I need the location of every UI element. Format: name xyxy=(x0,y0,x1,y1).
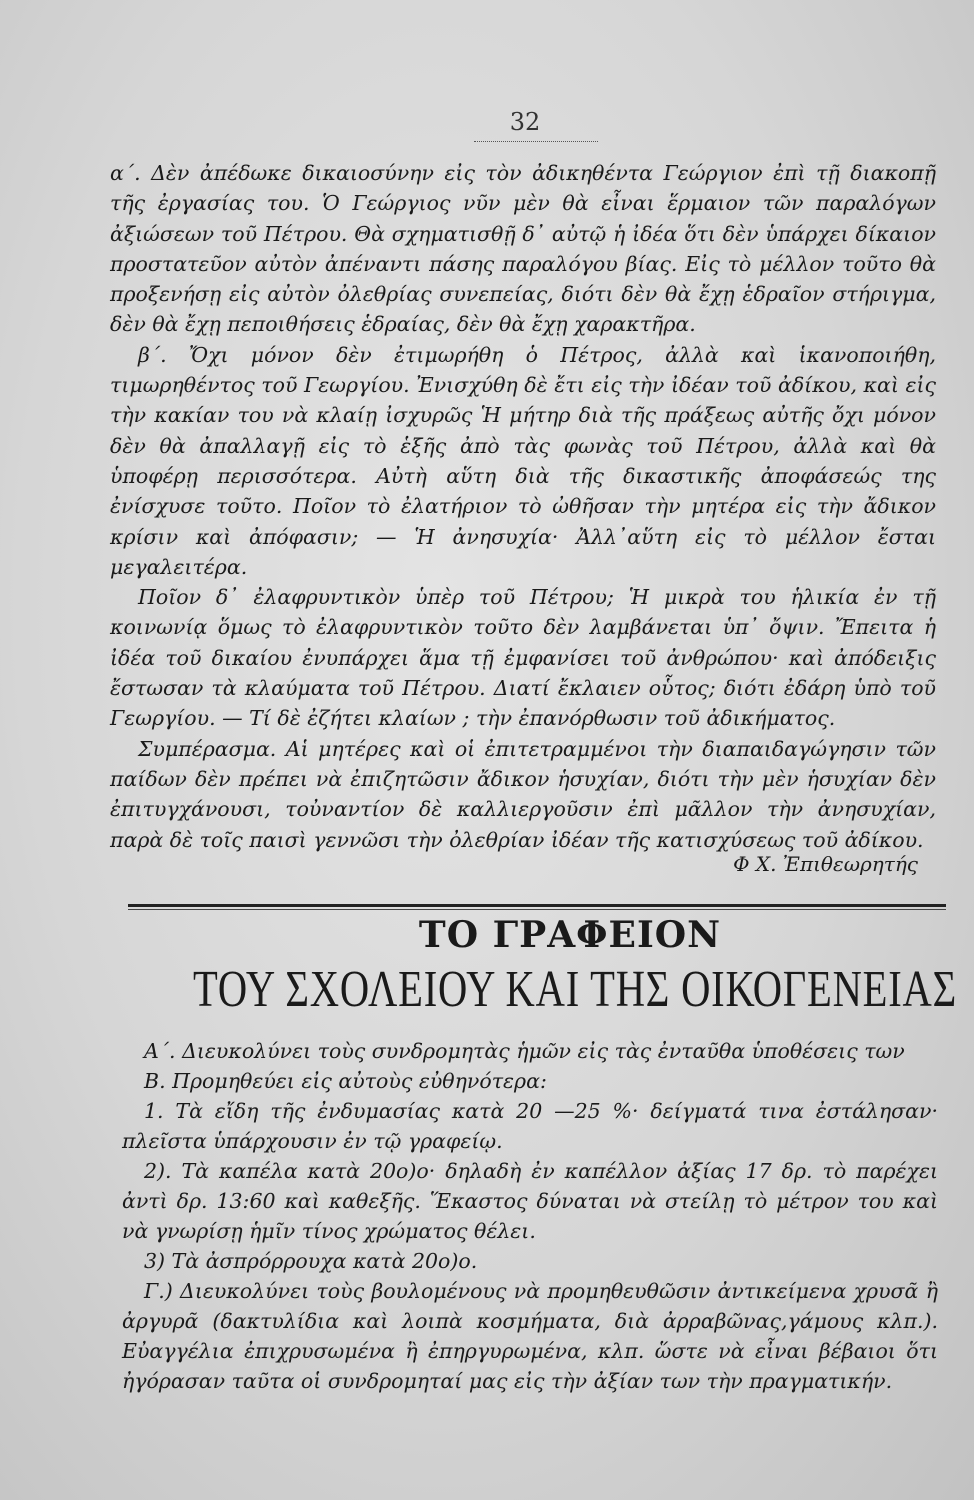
section-paragraph: Α΄. Διευκολύνει τοὺς συνδρομητὰς ἡμῶν εἰς τὰς ἐνταῦθα ὑποθέσεις των xyxy=(144,1039,905,1063)
section-divider-thin xyxy=(128,909,946,910)
body-paragraph: Συμπέρασμα. Αἱ μητέρες καὶ οἱ ἐπιτετραμμένοι τὴν διαπαιδαγώγησιν τῶν παίδων δὲν πρέπει νὰ ἐπιζητῶσιν ἄδικον ἡσυχίαν, διότι τὴν μὲν ἡσυχίαν δὲν ἐπιτυγχάνουσι, τοὐναντίον δὲ καλλιεργοῦσιν ἐπὶ μᾶλλον τὴν ἀνησυχίαν, παρὰ δὲ τοῖς παισὶ γεννῶσι τὴν ὀλεθρίαν ἰδέαν τῆς κατισχύσεως τοῦ ἀδίκου. xyxy=(110,736,936,852)
section-subtitle: ΤΟΥ ΣΧΟΛΕΙΟΥ ΚΑΙ ΤΗΣ ΟΙΚΟΓΕΝΕΙΑΣ xyxy=(193,961,957,1018)
author-signature: Φ Χ. Ἐπιθεωρητής xyxy=(733,852,918,876)
page-number-rule xyxy=(474,141,598,142)
body-paragraph: β΄. Ὄχι μόνον δὲν ἐτιμωρήθη ὁ Πέτρος, ἀλλὰ καὶ ἱκανοποιήθη, τιμωρηθέντος τοῦ Γεωργίου. Ἐνισχύθη δὲ ἔτι εἰς τὴν ἰδέαν τοῦ ἀδίκου, καὶ εἰς τὴν κακίαν του νὰ κλαίῃ ἰσχυρῶς Ἡ μήτηρ διὰ τῆς πράξεως αὐτῆς ὄχι μόνον δὲν θὰ ἀπαλλαγῇ εἰς τὸ ἑξῆς ἀπὸ τὰς φωνὰς τοῦ Πέτρου, ἀλλὰ καὶ θὰ ὑποφέρῃ περισσότερα. Αὐτὴ αὕτη διὰ τῆς δικαστικῆς ἀποφάσεώς της ἐνίσχυσε τοῦτο. Ποῖον τὸ ἐλατήριον τὸ ὠθῆσαν τὴν μητέρα εἰς τὴν ἄδικον κρίσιν καὶ ἀπόφασιν; — Ἡ ἀνησυχία· Ἀλλ᾽αὕτη εἰς τὸ μέλλον ἔσται μεγαλειτέρα. xyxy=(110,342,936,579)
section-title: ΤΟ ΓΡΑΦΕΙΟΝ xyxy=(418,914,722,956)
section-divider xyxy=(128,904,946,907)
section-paragraph: 3) Τὰ ἀσπρόρρουχα κατὰ 20ο)ο. xyxy=(144,1249,478,1273)
body-paragraph: Ποῖον δ᾽ ἐλαφρυντικὸν ὑπὲρ τοῦ Πέτρου; Ἡ μικρὰ του ἡλικία ἐν τῇ κοινωνίᾳ ὅμως τὸ ἐλαφρυντικὸν τοῦτο δὲν λαμβάνεται ὑπ᾽ ὄψιν. Ἔπειτα ἡ ἰδέα τοῦ δικαίου ἐνυπάρχει ἅμα τῇ ἐμφανίσει τοῦ ἀνθρώπου· καὶ ἀπόδειξις ἔστωσαν τὰ κλαύματα τοῦ Πέτρου. Διατί ἔκλαιεν οὗτος; διότι ἐδάρη ὑπὸ τοῦ Γεωργίου. — Τί δὲ ἐζήτει κλαίων ; τὴν ἐπανόρθωσιν τοῦ ἀδικήματος. xyxy=(110,585,936,731)
section-paragraph: 1. Τὰ εἴδη τῆς ἐνδυμασίας κατὰ 20 —25 %· δείγματά τινα ἐστάλησαν· πλεῖστα ὑπάρχουσιν ἐν τῷ γραφείῳ. xyxy=(122,1099,938,1153)
page-number: 32 xyxy=(509,108,541,136)
body-paragraph: α΄. Δὲν ἀπέδωκε δικαιοσύνην εἰς τὸν ἀδικηθέντα Γεώργιον ἐπὶ τῇ διακοπῇ τῆς ἐργασίας του. Ὁ Γεώργιος νῦν μὲν θὰ εἶναι ἕρμαιον τῶν παραλόγων ἀξιώσεων τοῦ Πέτρου. Θὰ σχηματισθῇ δ᾽ αὐτῷ ἡ ἰδέα ὅτι δὲν ὑπάρχει δίκαιον προστατεῦον αὐτὸν ἀπέναντι πάσης παραλόγου βίας. Εἰς τὸ μέλλον τοῦτο θὰ προξενήσῃ εἰς αὐτὸν ὀλεθρίας συνεπείας, διότι δὲν θὰ ἔχῃ ἑδραῖον στήριγμα, δὲν θὰ ἔχῃ πεποιθήσεις ἑδραίας, δὲν θὰ ἔχῃ χαρακτῆρα. xyxy=(110,161,936,337)
section-paragraph: Β. Προμηθεύει εἰς αὐτοὺς εὐθηνότερα: xyxy=(144,1069,547,1093)
section-paragraph: Γ.) Διευκολύνει τοὺς βουλομένους νὰ προμηθευθῶσιν ἀντικείμενα χρυσᾶ ἢ ἀργυρᾶ (δακτυλίδια καὶ λοιπὰ κοσμήματα, διὰ ἀρραβῶνας,γάμους κλπ.). Εὐαγγέλια ἐπιχρυσωμένα ἢ ἐπηργυρωμένα, κλπ. ὥστε νὰ εἶναι βέβαιοι ὅτι ἠγόρασαν ταῦτα οἱ συνδρομηταί μας εἰς τὴν ἀξίαν των τὴν πραγματικήν. xyxy=(122,1279,938,1393)
section-paragraph: 2). Τὰ καπέλα κατὰ 20ο)ο· δηλαδὴ ἐν καπέλλον ἀξίας 17 δρ. τὸ παρέχει ἀντὶ δρ. 13:60 καὶ καθεξῆς. Ἕκαστος δύναται νὰ στείλῃ τὸ μέτρον του καὶ νὰ γνωρίσῃ ἡμῖν τίνος χρώματος θέλει. xyxy=(122,1159,938,1243)
section-body xyxy=(122,1036,938,1396)
article-body xyxy=(110,158,936,855)
